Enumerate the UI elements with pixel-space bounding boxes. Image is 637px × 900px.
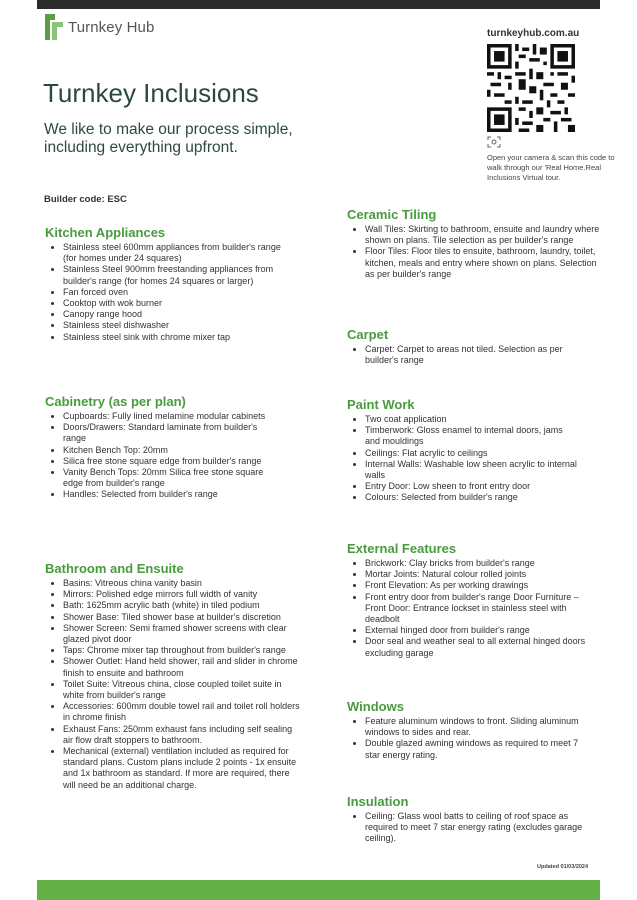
list-item: • Kitchen Bench Top: 20mm (63, 445, 277, 456)
list-item: • Wall Tiles: Skirting to bathroom, ensuite and laundry where shown on plans. Tile selection as per builder's range (365, 224, 602, 246)
section-kitchen-appliances (45, 225, 295, 343)
list-item: • Shower Outlet: Hand held shower, rail and slider in chrome finish to ensuite and bathroom (63, 656, 300, 678)
turnkey-hub-logo-icon (42, 14, 64, 40)
section-title: Windows (347, 699, 404, 714)
section-insulation (347, 794, 602, 845)
list-item: • Carpet: Carpet to areas not tiled. Selection as per builder's range (365, 344, 592, 366)
section-ceramic-tiling (347, 207, 602, 280)
list-item: • Brickwork: Clay bricks from builder's range (365, 558, 602, 569)
list-item: • Handles: Selected from builder's range (63, 489, 277, 500)
section-title: External Features (347, 541, 457, 556)
list-item: • Accessories: 600mm double towel rail and toilet roll holders in chrome finish (63, 701, 300, 723)
inclusion-list (347, 344, 592, 366)
list-item: • Floor Tiles: Floor tiles to ensuite, bathroom, laundry, toilet, kitchen, meals and entry where shown on plans. Selection as per builder's range (365, 246, 602, 280)
list-item: • Front Elevation: As per working drawings (365, 580, 602, 591)
list-item: • Vanity Bench Tops: 20mm Silica free stone square edge from builder's range (63, 467, 277, 489)
builder-code: Builder code: ESC (44, 194, 127, 205)
list-item: • Ceilings: Flat acrylic to ceilings (365, 448, 579, 459)
list-item: • Exhaust Fans: 250mm exhaust fans including self sealing air flow draft stoppers to bathroom. (63, 724, 300, 746)
inclusion-list (45, 242, 295, 343)
list-item: • Double glazed awning windows as required to meet 7 star energy rating. (365, 738, 587, 760)
inclusion-list (45, 411, 277, 501)
bottom-bar (37, 880, 600, 900)
list-item: • External hinged door from builder's range (365, 625, 602, 636)
list-item: • Toilet Suite: Vitreous china, close coupled toilet suite in white from builder's range (63, 679, 300, 701)
section-title: Insulation (347, 794, 409, 809)
list-item: • Stainless steel 600mm appliances from builder's range (for homes under 24 squares) (63, 242, 295, 264)
list-item: • Cupboards: Fully lined melamine modular cabinets (63, 411, 277, 422)
list-item: • Shower Screen: Semi framed shower screens with clear glazed pivot door (63, 623, 300, 645)
list-item: • Mortar Joints: Natural colour rolled joints (365, 569, 602, 580)
list-item: • Timberwork: Gloss enamel to internal doors, jams and mouldings (365, 425, 579, 447)
website-url[interactable]: turnkeyhub.com.au (487, 28, 580, 39)
list-item: • Ceiling: Glass wool batts to ceiling of roof space as required to meet 7 star energy rating (excludes garage ceiling). (365, 811, 602, 845)
inclusion-list (347, 414, 579, 504)
list-item: • Front entry door from builder's range Door Furniture – Front Door: Entrance lockset in stainless steel with deadbolt (365, 592, 602, 626)
list-item: • Basins: Vitreous china vanity basin (63, 578, 300, 589)
list-item: • Taps: Chrome mixer tap throughout from builder's range (63, 645, 300, 656)
list-item: • Entry Door: Low sheen to front entry door (365, 481, 579, 492)
list-item: • Stainless Steel 900mm freestanding appliances from builder's range (for homes 24 squares or larger) (63, 264, 295, 286)
list-item: • Colours: Selected from builder's range (365, 492, 579, 503)
list-item: • Silica free stone square edge from builder's range (63, 456, 277, 467)
section-title: Carpet (347, 327, 389, 342)
list-item: • Feature aluminum windows to front. Sliding aluminum windows to sides and rear. (365, 716, 587, 738)
brand-name: Turnkey Hub (68, 18, 155, 36)
list-item: • Stainless steel sink with chrome mixer tap (63, 332, 295, 343)
list-item: • Canopy range hood (63, 309, 295, 320)
list-item: • Mirrors: Polished edge mirrors full width of vanity (63, 589, 300, 600)
list-item: • Bath: 1625mm acrylic bath (white) in tiled podium (63, 600, 300, 611)
section-title: Ceramic Tiling (347, 207, 437, 222)
section-title: Bathroom and Ensuite (45, 561, 184, 576)
list-item: • Door seal and weather seal to all external hinged doors excluding garage (365, 636, 602, 658)
top-bar (37, 0, 600, 9)
list-item: • Doors/Drawers: Standard laminate from builder's range (63, 422, 277, 444)
list-item: • Internal Walls: Washable low sheen acrylic to internal walls (365, 459, 579, 481)
section-bathroom-ensuite (45, 561, 300, 791)
section-cabinetry (45, 394, 277, 501)
brand-logo[interactable] (42, 14, 154, 40)
section-windows (347, 699, 587, 761)
section-carpet (347, 327, 592, 366)
section-title: Cabinetry (as per plan) (45, 394, 186, 409)
section-external-features (347, 541, 602, 659)
list-item: • Mechanical (external) ventilation included as required for standard plans. Custom plans include 2 points - 1x ensuite and 1x bathroom as standard. If more are required, there will need be an additional charge. (63, 746, 300, 791)
updated-date: Updated 01/03/2024 (537, 864, 589, 870)
page-subtitle: We like to make our process simple, including everything upfront. (44, 121, 293, 156)
list-item: • Stainless steel dishwasher (63, 320, 295, 331)
inclusion-list (347, 811, 602, 845)
list-item: • Two coat application (365, 414, 579, 425)
section-title: Kitchen Appliances (45, 225, 166, 240)
inclusion-list (347, 224, 602, 280)
qr-code[interactable] (487, 44, 575, 132)
qr-scan-instructions: Open your camera & scan this code to walk through our 'Real Home.Real Inclusions Virtual tour. (487, 153, 615, 182)
camera-scan-icon (487, 136, 501, 148)
inclusion-list (347, 558, 602, 659)
inclusion-list (347, 716, 587, 761)
list-item: • Cooktop with wok burner (63, 298, 295, 309)
page-title: Turnkey Inclusions (43, 78, 259, 108)
section-paint-work (347, 397, 579, 504)
list-item: • Fan forced oven (63, 287, 295, 298)
inclusion-list (45, 578, 300, 791)
list-item: • Shower Base: Tiled shower base at builder's discretion (63, 612, 300, 623)
section-title: Paint Work (347, 397, 415, 412)
